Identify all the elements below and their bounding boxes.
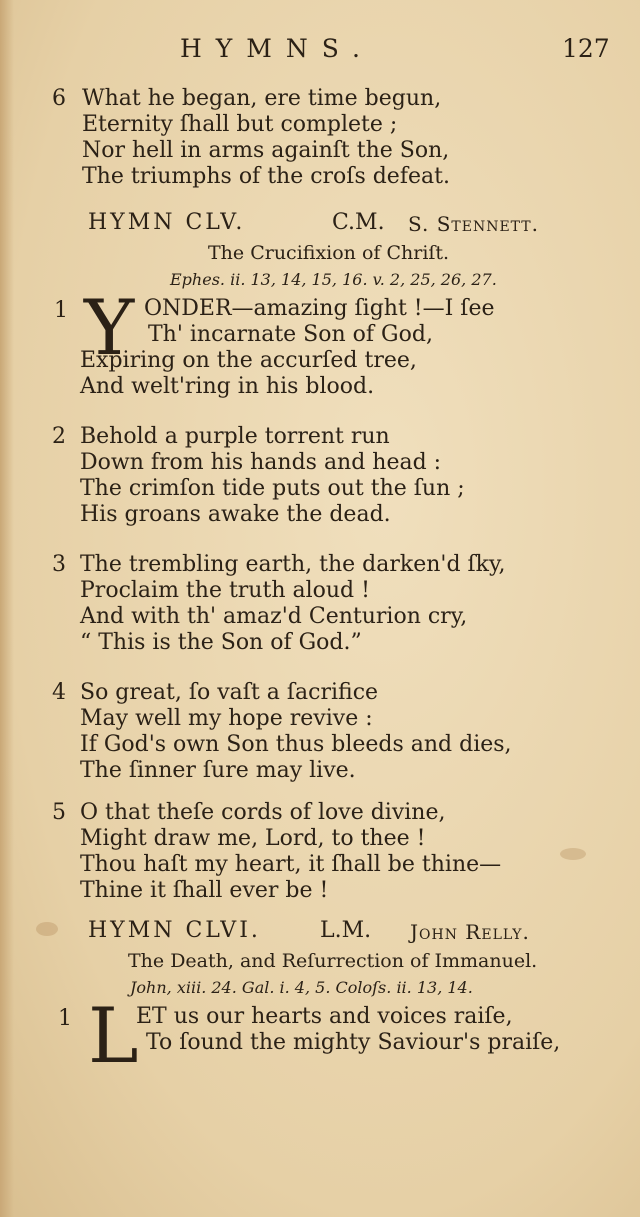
hymn-meter: C.M. (332, 210, 385, 235)
hymn-meter: L.M. (320, 918, 372, 943)
verse-line: May well my hope revive : (80, 706, 373, 731)
verse-number: 3 (52, 552, 66, 577)
verse-number: 2 (52, 424, 66, 449)
verse-number: 5 (52, 800, 66, 825)
verse-number: 1 (54, 298, 68, 323)
verse-line: ET us our hearts and voices raiſe, (136, 1004, 513, 1029)
verse-line: To ſound the mighty Saviour's praiſe, (146, 1030, 561, 1055)
verse-line: And with th' amaz'd Centurion cry, (80, 604, 468, 629)
page-edge-shadow (0, 0, 14, 1217)
verse-line: His groans awake the dead. (80, 502, 391, 527)
hymn-number: HYMN CLVI. (88, 918, 261, 943)
scripture-references: John, xiii. 24. Gal. i. 4, 5. Coloſs. ii. 13, 14. (130, 978, 473, 997)
verse-number: 4 (52, 680, 66, 705)
page-number: 127 (562, 34, 610, 63)
verse-line: The crimſon tide puts out the ſun ; (80, 476, 465, 501)
ink-smudge (36, 922, 58, 936)
running-title: HYMNS. (180, 34, 374, 63)
verse-line: If God's own Son thus bleeds and dies, (80, 732, 512, 757)
verse-line: Thou haſt my heart, it ſhall be thine— (80, 852, 502, 877)
verse-line: Th' incarnate Son of God, (148, 322, 433, 347)
verse-line: O that theſe cords of love divine, (80, 800, 446, 825)
ink-smudge (560, 848, 586, 860)
verse-line: Expiring on the accurſed tree, (80, 348, 417, 373)
verse-line: Might draw me, Lord, to thee ! (80, 826, 426, 851)
verse-number: 1 (58, 1006, 72, 1031)
verse-number: 6 (52, 86, 66, 111)
verse-line: Nor hell in arms againſt the Son, (82, 138, 450, 163)
drop-cap: L (88, 991, 139, 1080)
verse-line: Thine it ſhall ever be ! (80, 878, 329, 903)
verse-line: The ſinner ſure may live. (80, 758, 356, 783)
verse-line: Proclaim the truth aloud ! (80, 578, 370, 603)
verse-line: Eternity ſhall but complete ; (82, 112, 398, 137)
verse-line: So great, ſo vaſt a ſacrifice (80, 680, 379, 705)
verse-line: Down from his hands and head : (80, 450, 442, 475)
verse-line: ONDER—amazing ſight !—I ſee (144, 296, 495, 321)
verse-line: Behold a purple torrent run (80, 424, 390, 449)
hymn-author: S. Stennett. (408, 212, 539, 236)
hymn-number: HYMN CLV. (88, 210, 246, 235)
verse-line: The trembling earth, the darken'd ſky, (80, 552, 506, 577)
hymn-author: John Relly. (410, 920, 530, 944)
hymn-title: The Crucifixion of Chriſt. (208, 242, 450, 264)
verse-line: The triumphs of the croſs defeat. (82, 164, 450, 189)
scripture-references: Ephes. ii. 13, 14, 15, 16. v. 2, 25, 26, 27. (170, 270, 497, 289)
verse-line: What he began, ere time begun, (82, 86, 442, 111)
verse-line: And welt'ring in his blood. (80, 374, 375, 399)
verse-line: “ This is the Son of God.” (80, 630, 362, 655)
drop-cap: Y (84, 283, 135, 372)
hymn-title: The Death, and Reſurrection of Immanuel. (128, 950, 538, 972)
